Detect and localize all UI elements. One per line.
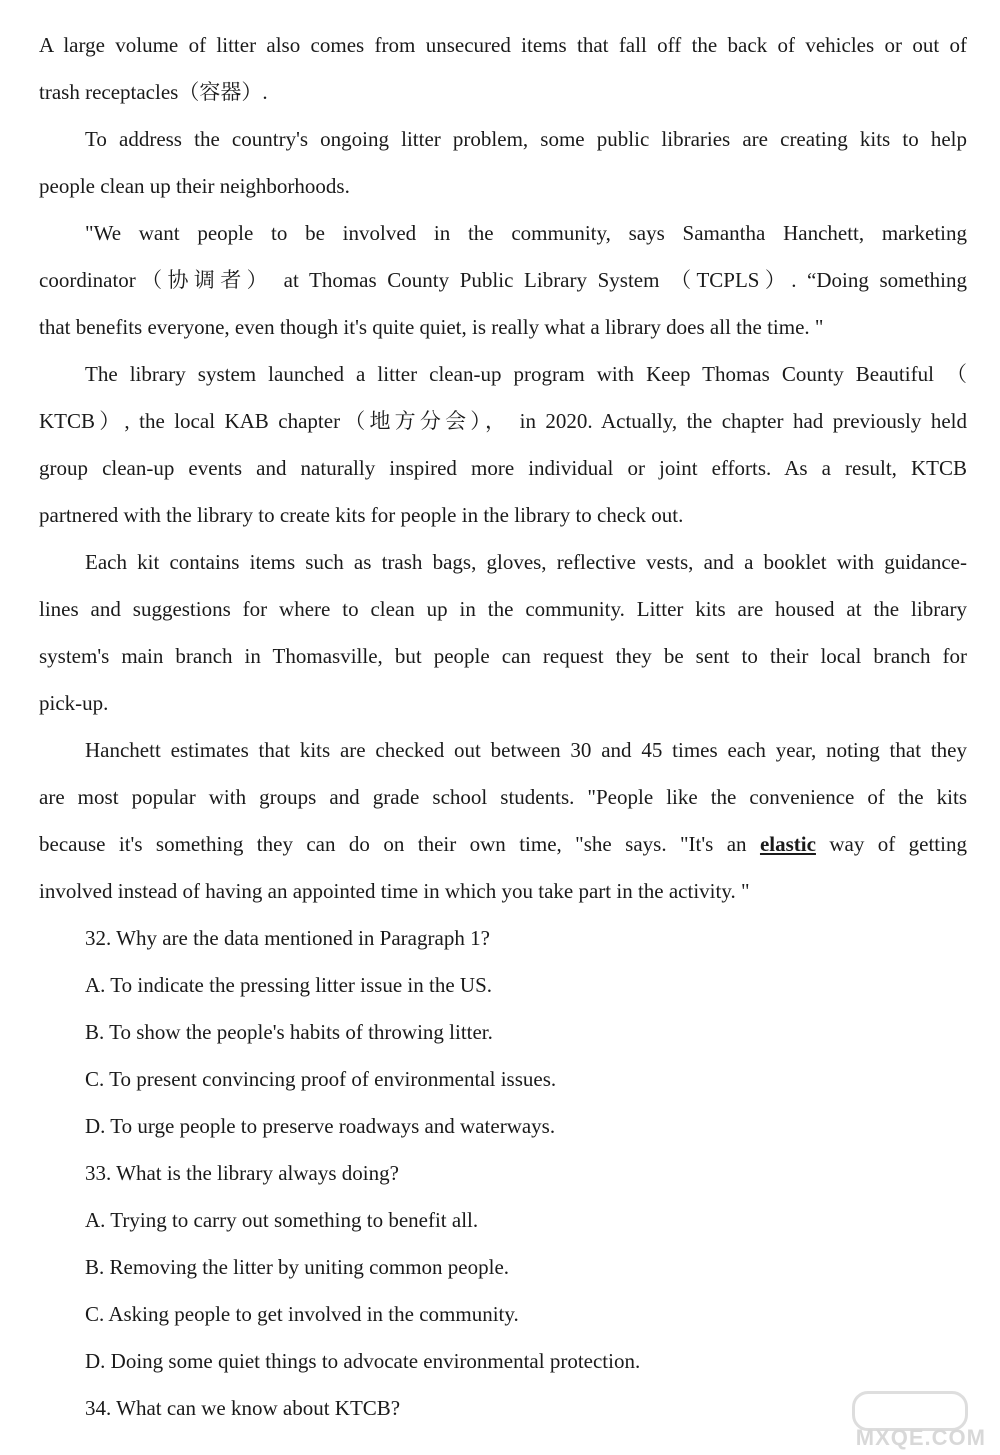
- paragraph-line: Hanchett estimates that kits are checked out between 30 and 45 times each year, noting that they: [85, 738, 967, 762]
- paragraph-line: pick-up.: [39, 691, 109, 715]
- paragraph-line: are most popular with groups and grade school students. "People like the convenience of the kits: [39, 785, 967, 809]
- paragraph-line: To address the country's ongoing litter problem, some public libraries are creating kits to help: [85, 127, 967, 151]
- document-page: [39, 22, 967, 1432]
- question-option: B. To show the people's habits of throwing litter.: [85, 1020, 493, 1044]
- paragraph-line: The library system launched a litter clean-up program with Keep Thomas County Beautiful （: [85, 362, 967, 386]
- paragraph-line: "We want people to be involved in the community, says Samantha Hanchett, marketing: [85, 221, 967, 245]
- question-option: C. To present convincing proof of environmental issues.: [85, 1067, 557, 1091]
- paragraph-line: partnered with the library to create kits for people in the library to check out.: [39, 503, 684, 527]
- watermark-text: MXQE.COM: [855, 1425, 986, 1450]
- question-stem-32: 32. Why are the data mentioned in Paragraph 1?: [85, 926, 490, 950]
- question-stem-33: 33. What is the library always doing?: [85, 1161, 399, 1185]
- watermark-logo: [836, 1391, 986, 1451]
- question-stem-34: 34. What can we know about KTCB?: [85, 1396, 401, 1420]
- paragraph-line: trash receptacles（容器）.: [39, 80, 268, 104]
- paragraph-line: Each kit contains items such as trash bags, gloves, reflective vests, and a booklet with guidance-: [85, 550, 967, 574]
- paragraph-line: KTCB）, the local KAB chapter（地方分会）， in 2020. Actually, the chapter had previously held: [39, 409, 967, 433]
- question-option: D. To urge people to preserve roadways and waterways.: [85, 1114, 556, 1138]
- question-option: A. To indicate the pressing litter issue in the US.: [85, 973, 492, 997]
- line-text-after: way of getting: [815, 832, 967, 856]
- question-option: C. Asking people to get involved in the community.: [85, 1302, 519, 1326]
- question-option: B. Removing the litter by uniting common people.: [85, 1255, 510, 1279]
- paragraph-line: lines and suggestions for where to clean up in the community. Litter kits are housed at the library: [39, 597, 967, 621]
- paragraph-line: A large volume of litter also comes from unsecured items that fall off the back of vehicles or out of: [39, 33, 967, 57]
- question-option: A. Trying to carry out something to benefit all.: [85, 1208, 479, 1232]
- line-text-before: because it's something they can do on their own time, "she says. "It's an: [39, 832, 760, 856]
- paragraph-line: coordinator（协调者） at Thomas County Public Library System （TCPLS）. “Doing something: [39, 268, 967, 292]
- paragraph-line: people clean up their neighborhoods.: [39, 174, 350, 198]
- paragraph-line: that benefits everyone, even though it's quite quiet, is really what a library does all the time. ": [39, 315, 824, 339]
- paragraph-line-elastic: [39, 821, 967, 868]
- question-option: D. Doing some quiet things to advocate environmental protection.: [85, 1349, 641, 1373]
- paragraph-line: system's main branch in Thomasville, but people can request they be sent to their local branch for: [39, 644, 967, 668]
- underlined-word-elastic: elastic: [759, 832, 816, 856]
- paragraph-line: involved instead of having an appointed time in which you take part in the activity. ": [39, 879, 750, 903]
- paragraph-line: group clean-up events and naturally inspired more individual or joint efforts. As a result, KTCB: [39, 456, 967, 480]
